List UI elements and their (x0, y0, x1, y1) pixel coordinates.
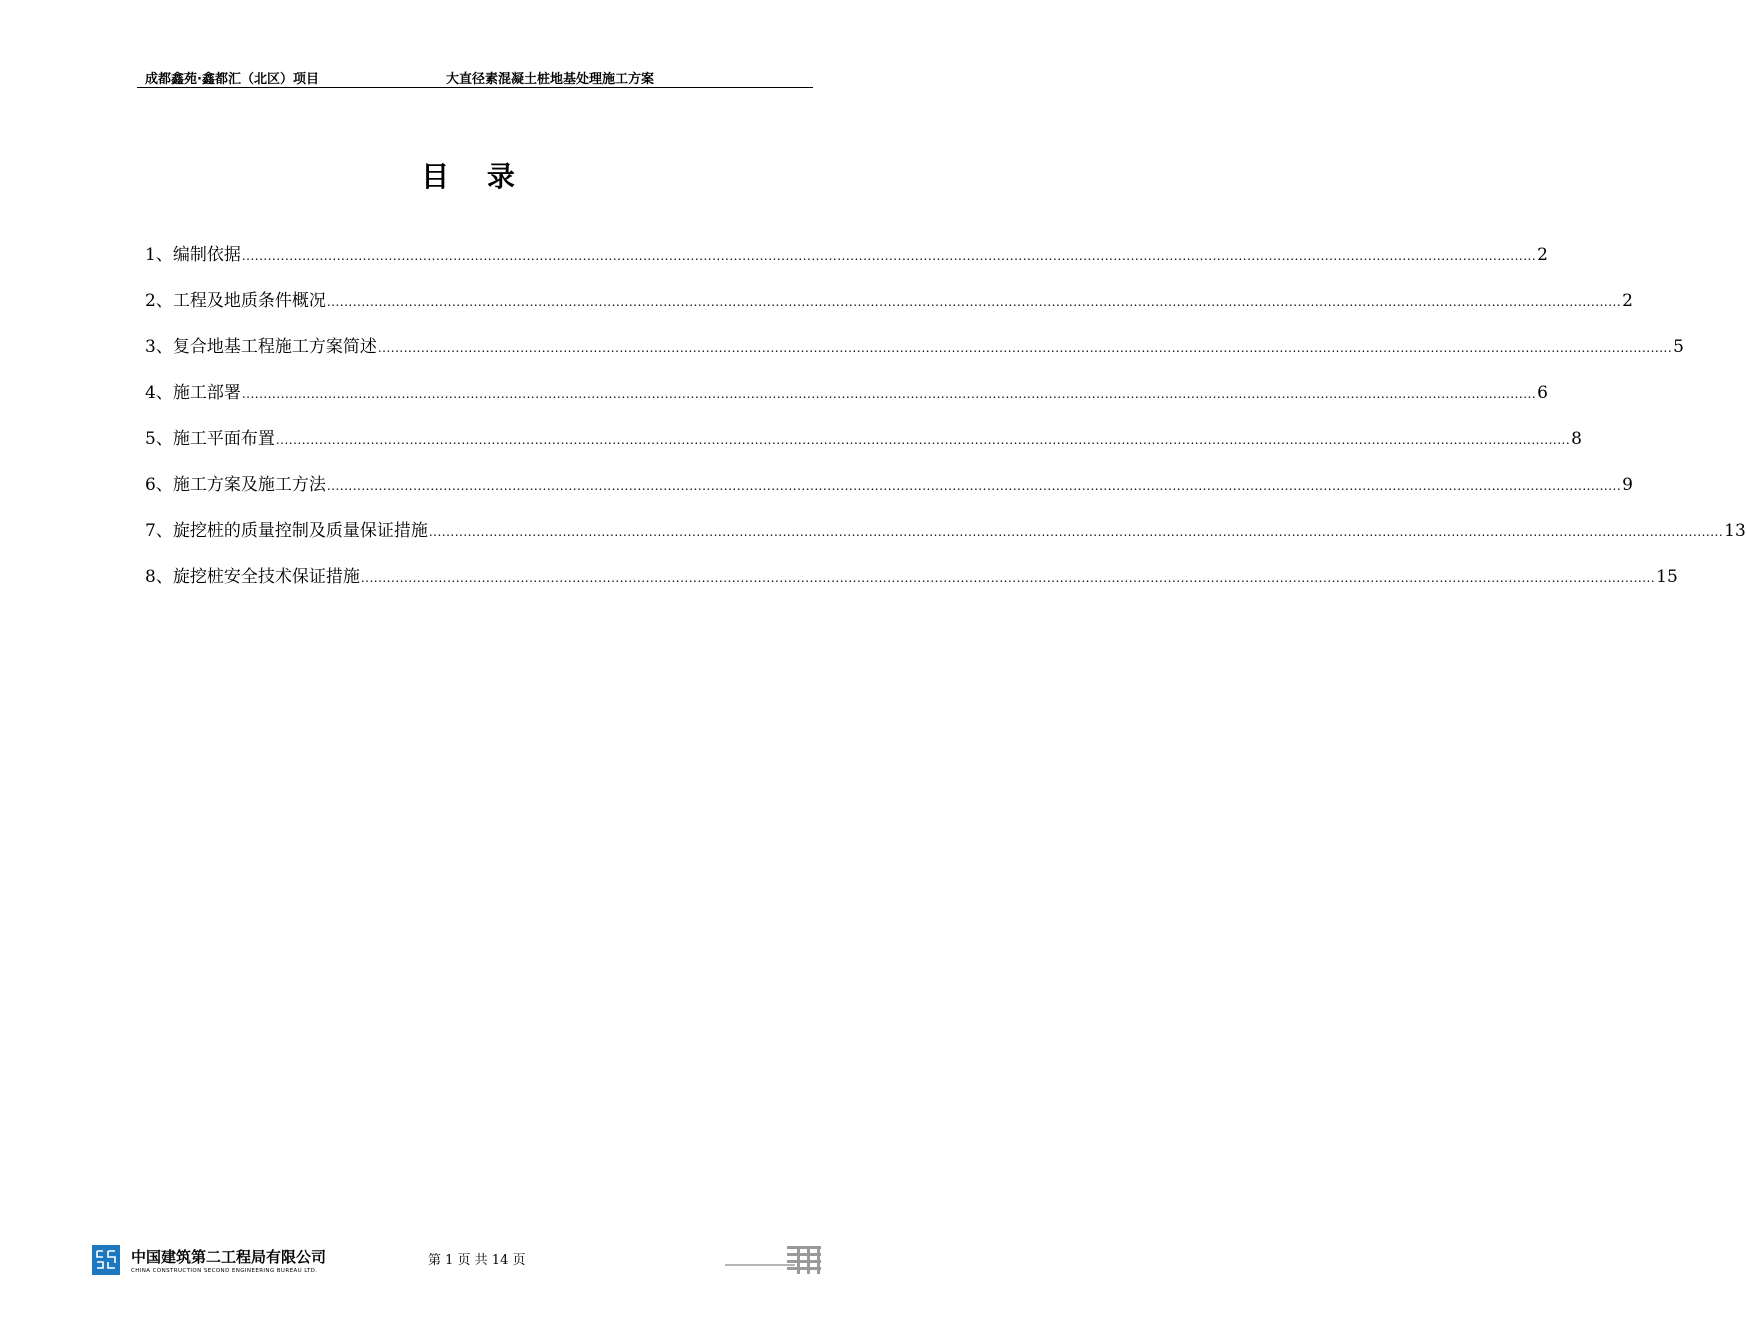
toc-entry-page: 5 (1673, 337, 1684, 357)
toc-dot-leader: ............................................................................................................................................................................................................................................................................................................ (326, 479, 1622, 493)
toc-entry-text: 工程及地质条件概况 (172, 291, 326, 311)
toc-entry[interactable] (145, 424, 1582, 470)
toc-entry-text: 施工部署 (172, 383, 241, 403)
toc-entry-number: 7、 (145, 521, 173, 541)
toc-entry-page: 2 (1622, 291, 1633, 311)
toc-entry-text: 旋挖桩安全技术保证措施 (172, 567, 360, 587)
toc-entry-page: 13 (1724, 521, 1746, 541)
toc-entry[interactable] (145, 240, 1548, 286)
toc-entry-number: 8、 (145, 567, 173, 587)
toc-entry-text: 施工方案及施工方法 (172, 475, 326, 495)
page-number: 第 1 页 共 14 页 (428, 1253, 526, 1268)
toc-entry-text: 编制依据 (172, 245, 241, 265)
toc-entry-page: 6 (1537, 383, 1548, 403)
toc-entry[interactable] (145, 470, 1633, 516)
decorative-stripes-icon (725, 1244, 825, 1276)
toc-entry[interactable] (145, 516, 1746, 562)
toc-title: 目 录 (421, 160, 529, 193)
toc-entry[interactable] (145, 286, 1633, 332)
toc-entry-text: 旋挖桩的质量控制及质量保证措施 (172, 521, 428, 541)
toc-entry-number: 2、 (145, 291, 173, 311)
page-header (137, 66, 813, 88)
toc-dot-leader: ............................................................................................................................................................................................................................................................................................................ (241, 249, 1537, 263)
toc-entry-number: 4、 (145, 383, 173, 403)
toc-entry-page: 2 (1537, 245, 1548, 265)
toc-entry[interactable] (145, 378, 1548, 424)
toc-dot-leader: ............................................................................................................................................................................................................................................................................................................ (428, 525, 1724, 539)
toc-entry-text: 复合地基工程施工方案简述 (172, 337, 377, 357)
toc-entry-page: 15 (1656, 567, 1678, 587)
toc-dot-leader: ............................................................................................................................................................................................................................................................................................................ (326, 295, 1622, 309)
header-project-name: 成都鑫苑·鑫都汇（北区）项目 (145, 72, 319, 87)
toc-dot-leader: ............................................................................................................................................................................................................................................................................................................ (241, 387, 1537, 401)
toc-entry-text: 施工平面布置 (172, 429, 275, 449)
header-document-title: 大直径素混凝土桩地基处理施工方案 (446, 72, 655, 87)
toc-dot-leader: ............................................................................................................................................................................................................................................................................................................ (377, 341, 1673, 355)
toc-dot-leader: ............................................................................................................................................................................................................................................................................................................ (360, 571, 1656, 585)
table-of-contents (145, 240, 1746, 608)
toc-entry-number: 3、 (145, 337, 173, 357)
toc-entry-page: 8 (1571, 429, 1582, 449)
company-name-en: CHINA CONSTRUCTION SECOND ENGINEERING BUREAU LTD. (131, 1268, 318, 1274)
toc-entry[interactable] (145, 562, 1678, 608)
toc-entry-number: 5、 (145, 429, 173, 449)
toc-entry-page: 9 (1622, 475, 1633, 495)
cscec-logo-icon (92, 1245, 120, 1275)
toc-entry[interactable] (145, 332, 1684, 378)
toc-entry-number: 6、 (145, 475, 173, 495)
toc-entry-number: 1、 (145, 245, 173, 265)
company-name-cn: 中国建筑第二工程局有限公司 (131, 1248, 327, 1266)
toc-dot-leader: ............................................................................................................................................................................................................................................................................................................ (275, 433, 1571, 447)
